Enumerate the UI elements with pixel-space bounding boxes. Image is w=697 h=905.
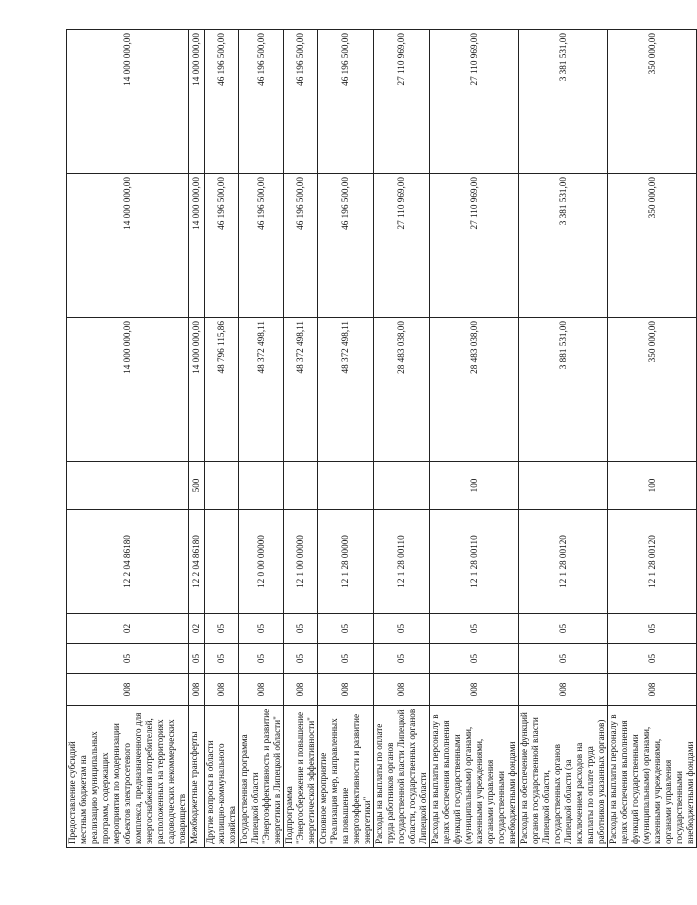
section-code: 05 bbox=[67, 644, 189, 674]
target-article-code: 12 1 28 00120 bbox=[608, 510, 697, 614]
amount-year-2: 46 196 500,00 bbox=[318, 174, 374, 318]
section-code: 05 bbox=[205, 644, 239, 674]
amount-year-3: 14 000 000,00 bbox=[189, 30, 205, 174]
amount-year-3: 350 000,00 bbox=[608, 30, 697, 174]
ministry-code: 008 bbox=[67, 674, 189, 706]
amount-year-2: 27 110 969,00 bbox=[374, 174, 430, 318]
ministry-code: 008 bbox=[189, 674, 205, 706]
amount-year-1: 350 000,00 bbox=[608, 318, 697, 462]
table-row bbox=[239, 30, 284, 848]
amount-year-3: 46 196 500,00 bbox=[205, 30, 239, 174]
expense-type-code bbox=[519, 462, 608, 510]
table-row bbox=[430, 30, 519, 848]
amount-year-1: 48 372 498,11 bbox=[284, 318, 318, 462]
rotated-page bbox=[66, 30, 695, 848]
table-row bbox=[67, 30, 189, 848]
table-row bbox=[284, 30, 318, 848]
row-description: Основное мероприятие "Реализация мер, направленных на повышение энергоэффективности и развитие энергетики" bbox=[318, 706, 374, 848]
amount-year-3: 46 196 500,00 bbox=[318, 30, 374, 174]
section-code: 05 bbox=[318, 644, 374, 674]
row-description: Расходы на обеспечение функций органов государственной власти Липецкой области, государственных органов Липецкой области (за исключением расходов на выплаты по оплате труда работников указанных органов) bbox=[519, 706, 608, 848]
ministry-code: 008 bbox=[519, 674, 608, 706]
target-article-code: 12 0 00 00000 bbox=[239, 510, 284, 614]
section-code: 05 bbox=[239, 644, 284, 674]
row-description: Государственная программа Липецкой области "Энергоэффективность и развитие энергетики в Липецкой области" bbox=[239, 706, 284, 848]
table-row bbox=[519, 30, 608, 848]
table-row bbox=[318, 30, 374, 848]
target-article-code: 12 1 28 00110 bbox=[430, 510, 519, 614]
amount-year-1: 48 372 498,11 bbox=[318, 318, 374, 462]
target-article-code: 12 2 04 86180 bbox=[67, 510, 189, 614]
amount-year-1: 14 000 000,00 bbox=[189, 318, 205, 462]
subsection-code: 05 bbox=[318, 614, 374, 644]
expense-type-code bbox=[374, 462, 430, 510]
ministry-code: 008 bbox=[284, 674, 318, 706]
expense-type-code: 500 bbox=[189, 462, 205, 510]
subsection-code: 05 bbox=[205, 614, 239, 644]
amount-year-3: 46 196 500,00 bbox=[239, 30, 284, 174]
row-description: Расходы на выплаты персоналу в целях обеспечения выполнения функций государственными (муниципальными) органами, казенными учреждениями, органами управления государственными внебюджетными фондами bbox=[608, 706, 697, 848]
expense-type-code bbox=[205, 462, 239, 510]
ministry-code: 008 bbox=[318, 674, 374, 706]
amount-year-2: 3 381 531,00 bbox=[519, 174, 608, 318]
ministry-code: 008 bbox=[205, 674, 239, 706]
target-article-code: 12 1 00 00000 bbox=[284, 510, 318, 614]
expense-type-code bbox=[318, 462, 374, 510]
expense-type-code: 100 bbox=[430, 462, 519, 510]
amount-year-1: 28 483 038,00 bbox=[430, 318, 519, 462]
target-article-code bbox=[205, 510, 239, 614]
expense-type-code bbox=[284, 462, 318, 510]
target-article-code: 12 1 28 00120 bbox=[519, 510, 608, 614]
subsection-code: 05 bbox=[519, 614, 608, 644]
amount-year-1: 48 372 498,11 bbox=[239, 318, 284, 462]
row-description: Межбюджетные трансферты bbox=[189, 706, 205, 848]
section-code: 05 bbox=[189, 644, 205, 674]
subsection-code: 02 bbox=[67, 614, 189, 644]
amount-year-2: 14 000 000,00 bbox=[189, 174, 205, 318]
expense-type-code: 100 bbox=[608, 462, 697, 510]
budget-table bbox=[66, 29, 697, 848]
row-description: Подпрограмма "Энергосбережение и повышение энергетической эффективности" bbox=[284, 706, 318, 848]
ministry-code: 008 bbox=[430, 674, 519, 706]
ministry-code: 008 bbox=[608, 674, 697, 706]
row-description: Расходы на выплаты персоналу в целях обеспечения выполнения функций государственными (муниципальными) органами, казенными учреждениями, органами управления государственными внебюджетными фондами bbox=[430, 706, 519, 848]
amount-year-1: 48 796 115,86 bbox=[205, 318, 239, 462]
subsection-code: 05 bbox=[608, 614, 697, 644]
amount-year-3: 27 110 969,00 bbox=[430, 30, 519, 174]
section-code: 05 bbox=[430, 644, 519, 674]
amount-year-3: 46 196 500,00 bbox=[284, 30, 318, 174]
amount-year-1: 14 000 000,00 bbox=[67, 318, 189, 462]
subsection-code: 05 bbox=[239, 614, 284, 644]
target-article-code: 12 1 28 00000 bbox=[318, 510, 374, 614]
amount-year-2: 46 196 500,00 bbox=[205, 174, 239, 318]
table-row bbox=[608, 30, 697, 848]
amount-year-1: 3 881 531,00 bbox=[519, 318, 608, 462]
table-row bbox=[205, 30, 239, 848]
amount-year-3: 14 000 000,00 bbox=[67, 30, 189, 174]
amount-year-2: 46 196 500,00 bbox=[239, 174, 284, 318]
amount-year-2: 350 000,00 bbox=[608, 174, 697, 318]
amount-year-2: 27 110 969,00 bbox=[430, 174, 519, 318]
table-row bbox=[374, 30, 430, 848]
target-article-code: 12 1 28 00110 bbox=[374, 510, 430, 614]
ministry-code: 008 bbox=[374, 674, 430, 706]
subsection-code: 05 bbox=[284, 614, 318, 644]
expense-type-code bbox=[239, 462, 284, 510]
row-description: Предоставление субсидий местным бюджетам на реализацию муниципальных программ, содержащих мероприятия по модернизации объектов электросетевого комплекса, предназначенного для энергоснабжения потребителей, расположенных на территориях садоводческих некоммерческих товариществ bbox=[67, 706, 189, 848]
ministry-code: 008 bbox=[239, 674, 284, 706]
subsection-code: 02 bbox=[189, 614, 205, 644]
amount-year-3: 3 381 531,00 bbox=[519, 30, 608, 174]
amount-year-3: 27 110 969,00 bbox=[374, 30, 430, 174]
row-description: Другие вопросы в области жилищно-коммунального хозяйства bbox=[205, 706, 239, 848]
row-description: Расходы на выплаты по оплате труда работников органов государственной власти Липецкой области, государственных органов Липецкой области bbox=[374, 706, 430, 848]
section-code: 05 bbox=[284, 644, 318, 674]
amount-year-2: 46 196 500,00 bbox=[284, 174, 318, 318]
section-code: 05 bbox=[519, 644, 608, 674]
expense-type-code bbox=[67, 462, 189, 510]
amount-year-1: 28 483 038,00 bbox=[374, 318, 430, 462]
subsection-code: 05 bbox=[374, 614, 430, 644]
target-article-code: 12 2 04 86180 bbox=[189, 510, 205, 614]
section-code: 05 bbox=[608, 644, 697, 674]
amount-year-2: 14 000 000,00 bbox=[67, 174, 189, 318]
section-code: 05 bbox=[374, 644, 430, 674]
table-row bbox=[189, 30, 205, 848]
subsection-code: 05 bbox=[430, 614, 519, 644]
